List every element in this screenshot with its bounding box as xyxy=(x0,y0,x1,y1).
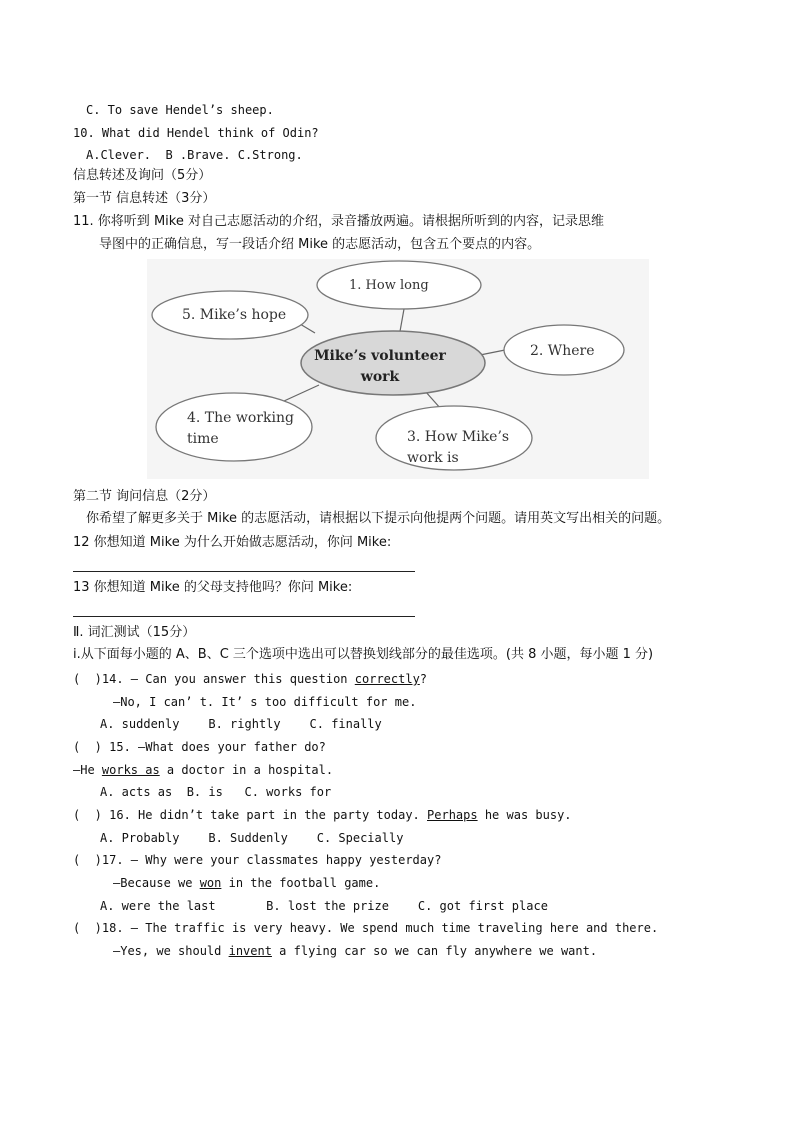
q17-options: A. were the last B. lost the prize C. got first place xyxy=(100,899,548,913)
q15-reply: —He works as a doctor in a hospital. xyxy=(73,763,334,777)
part2-instruction: 你希望了解更多关于 Mike 的志愿活动，请根据以下提示向他提两个问题。请用英文写出相关的问题。 xyxy=(86,511,671,526)
q13-prompt: 13 你想知道 Mike 的父母支持他吗？你问 Mike: xyxy=(73,580,353,595)
center-label-line2: work xyxy=(360,369,400,385)
q14-options: A. suddenly B. rightly C. finally xyxy=(100,717,382,731)
vocab-instruction: i.从下面每小题的 A、B、C 三个选项中选出可以替换划线部分的最佳选项。(共 8 小题，每小题 1 分) xyxy=(73,647,654,662)
node-4-ellipse xyxy=(156,393,312,461)
node-4-label-line2: time xyxy=(187,431,219,447)
q10-options: A.Clever. B .Brave. C.Strong. xyxy=(86,148,303,162)
q18-reply: —Yes, we should invent a flying car so we can fly anywhere we want. xyxy=(113,944,598,958)
q14-stem: ( )14. — Can you answer this question correctly? xyxy=(73,672,428,686)
node-4-label-line1: 4. The working xyxy=(187,410,294,426)
part1-title: 第一节 信息转述（3分） xyxy=(73,191,216,206)
q12-answer-line[interactable] xyxy=(73,571,415,572)
center-label-line1: Mike’s volunteer xyxy=(314,348,446,364)
section-info-title: 信息转述及询问（5分） xyxy=(73,168,212,183)
q14-reply: —No, I can’ t. It’ s too difficult for me. xyxy=(113,695,417,709)
q17-reply: —Because we won in the football game. xyxy=(113,876,381,890)
connector-5 xyxy=(300,324,315,333)
q9-option-c: C. To save Hendel’s sheep. xyxy=(86,103,274,117)
q13-answer-line[interactable] xyxy=(73,616,415,617)
node-1-label: 1. How long xyxy=(349,278,429,293)
node-3-label-line1: 3. How Mike’s xyxy=(407,429,510,445)
q15-stem: ( ) 15. —What does your father do? xyxy=(73,740,326,754)
part2-title: 第二节 询问信息（2分） xyxy=(73,489,216,504)
vocab-title: Ⅱ. 词汇测试（15分） xyxy=(73,625,196,640)
q12-prompt: 12 你想知道 Mike 为什么开始做志愿活动，你问 Mike: xyxy=(73,535,392,550)
node-3-label-line2: work is xyxy=(407,450,459,466)
q16-options: A. Probably B. Suddenly C. Specially xyxy=(100,831,404,845)
q11-line1: 11. 你将听到 Mike 对自己志愿活动的介绍，录音播放两遍。请根据所听到的内容，记录思维 xyxy=(73,214,604,229)
mind-map xyxy=(147,259,649,479)
q18-stem: ( )18. — The traffic is very heavy. We spend much time traveling here and there. xyxy=(73,921,659,935)
connector-4 xyxy=(284,385,319,401)
q10-question: 10. What did Hendel think of Odin? xyxy=(73,126,319,140)
node-2-label: 2. Where xyxy=(530,343,595,359)
q15-options: A. acts as B. is C. works for xyxy=(100,785,332,799)
q16-stem: ( ) 16. He didn’t take part in the party today. Perhaps he was busy. xyxy=(73,808,572,822)
q17-stem: ( )17. — Why were your classmates happy yesterday? xyxy=(73,853,442,867)
node-5-label: 5. Mike’s hope xyxy=(182,307,287,323)
q11-line2: 导图中的正确信息，写一段话介绍 Mike 的志愿活动，包含五个要点的内容。 xyxy=(99,237,541,252)
